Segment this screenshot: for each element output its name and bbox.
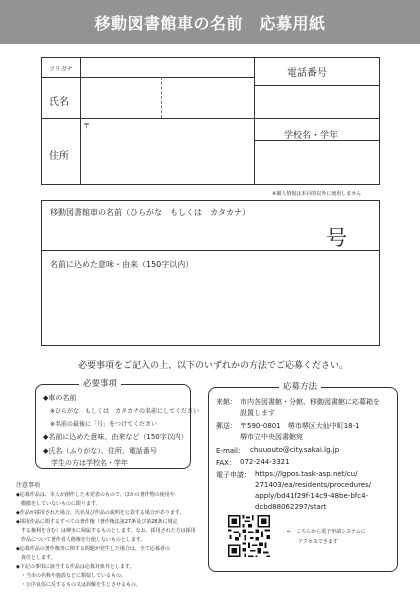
note-item: ◆応募作品の著作権等に関する問題が発生した場合は、全て応募者の [16, 546, 170, 552]
application-methods-title: 応募方法 [279, 380, 321, 392]
note-item: 作品について著作者人格権を行使しないものとします。 [16, 537, 146, 543]
qr-note: ← こちらから電子申請システムに [287, 529, 366, 535]
phone-label: 電話番号 [287, 68, 327, 79]
meaning-textarea[interactable] [42, 272, 379, 345]
car-name-label: 移動図書館車の名前（ひらがな もしくは カタカナ） [50, 208, 250, 217]
note-item: ◆下記の事項に該当する作品は応募対象外とします。 [16, 564, 135, 570]
required-item: 学生の方は学校名・学年 [51, 459, 128, 467]
page-title: 移動図書館車の名前 応募用紙 [94, 13, 326, 33]
meaning-label: 名前に込めた意味・由来（150字以内） [50, 260, 194, 269]
note-item: ◆採用作品に関するすべての著作権（著作権法第27条及び第28条に規定 [16, 519, 178, 525]
qr-code-icon[interactable] [226, 513, 272, 559]
online-url[interactable]: 271403/ea/residents/procedures/ [255, 481, 372, 489]
notes-title: 注意事項 [16, 482, 41, 489]
required-item: ※ひらがな もしくは カタカナの名前にしてください [50, 408, 200, 415]
name-input[interactable] [81, 78, 253, 117]
furigana-label: フリガナ [49, 66, 73, 73]
mail-text: 堺市立中央図書館宛 [240, 433, 303, 441]
page-title-banner [0, 0, 420, 44]
online-url[interactable]: dcbd88062297/start [255, 503, 327, 511]
car-name-input[interactable] [42, 220, 322, 249]
car-name-suffix: 号 [326, 226, 347, 250]
instruction-text: 必要事項をご記入の上、以下のいずれかの方法でご応募ください。 [78, 361, 349, 371]
qr-note: アクセスできます [298, 539, 338, 545]
note-item: ・当市の名称や施設などに類似しているもの。 [16, 573, 126, 579]
mail-text: 〒590-0801 堺市堺区大仙中町18-1 [240, 422, 360, 430]
required-item: ※名前の最後に「号」をつけてください [50, 421, 158, 428]
school-label: 学校名・学年 [284, 131, 339, 141]
visit-text: 市内各図書館・分館、移動図書館に応募箱を [240, 398, 380, 406]
note-item: 模倣をしていないものに限ります。 [16, 501, 101, 507]
note-item: ◆作品が採用された場合、氏名及び作品の説明を公表する場合があります。 [16, 510, 185, 516]
fax-number: 072-244-3321 [240, 458, 290, 466]
address-input[interactable] [81, 119, 253, 184]
note-item: 責任とします。 [16, 555, 56, 561]
name-label: 氏名 [49, 97, 69, 108]
postal-mark: 〒 [83, 122, 90, 130]
school-input[interactable] [255, 141, 379, 184]
online-url[interactable]: apply/bd41f29f-14c9-48be-bfc4- [255, 492, 369, 500]
email-label: E-mail： [216, 447, 245, 455]
visit-label: 来館： [216, 398, 237, 406]
online-url[interactable]: https://lgpos.task-asp.net/cu/ [255, 470, 358, 478]
furigana-input[interactable] [81, 58, 253, 76]
email-link[interactable]: chuuouto@city.sakai.lg.jp [250, 446, 340, 454]
note-item: ・公序良俗に反するもの又は誤解を生じさせるもの。 [16, 582, 141, 588]
online-label: 電子申請： [216, 471, 251, 479]
note-item: ◆応募作品は、本人が創作した未発表のもので、ほかの著作物の使用や [16, 492, 175, 498]
mail-label: 郵送： [216, 422, 237, 430]
address-label: 住所 [49, 151, 69, 162]
required-items-title: 必要事項 [79, 377, 121, 389]
visit-text: 設置します [240, 409, 275, 417]
required-item: ◆車の名前 [43, 394, 77, 402]
fax-label: FAX： [216, 459, 236, 467]
required-item: ◆氏名（ふりがな）、住所、電話番号 [43, 447, 157, 455]
phone-input[interactable] [255, 86, 379, 117]
note-item: する権利を含む）は堺市に帰属するものとします。なお、採用された方は採用 [16, 528, 196, 534]
required-item: ◆名前に込めた意味、由来など（150字以内） [43, 433, 188, 441]
privacy-note: ※個人情報は本目的以外に使用しません [272, 191, 362, 197]
